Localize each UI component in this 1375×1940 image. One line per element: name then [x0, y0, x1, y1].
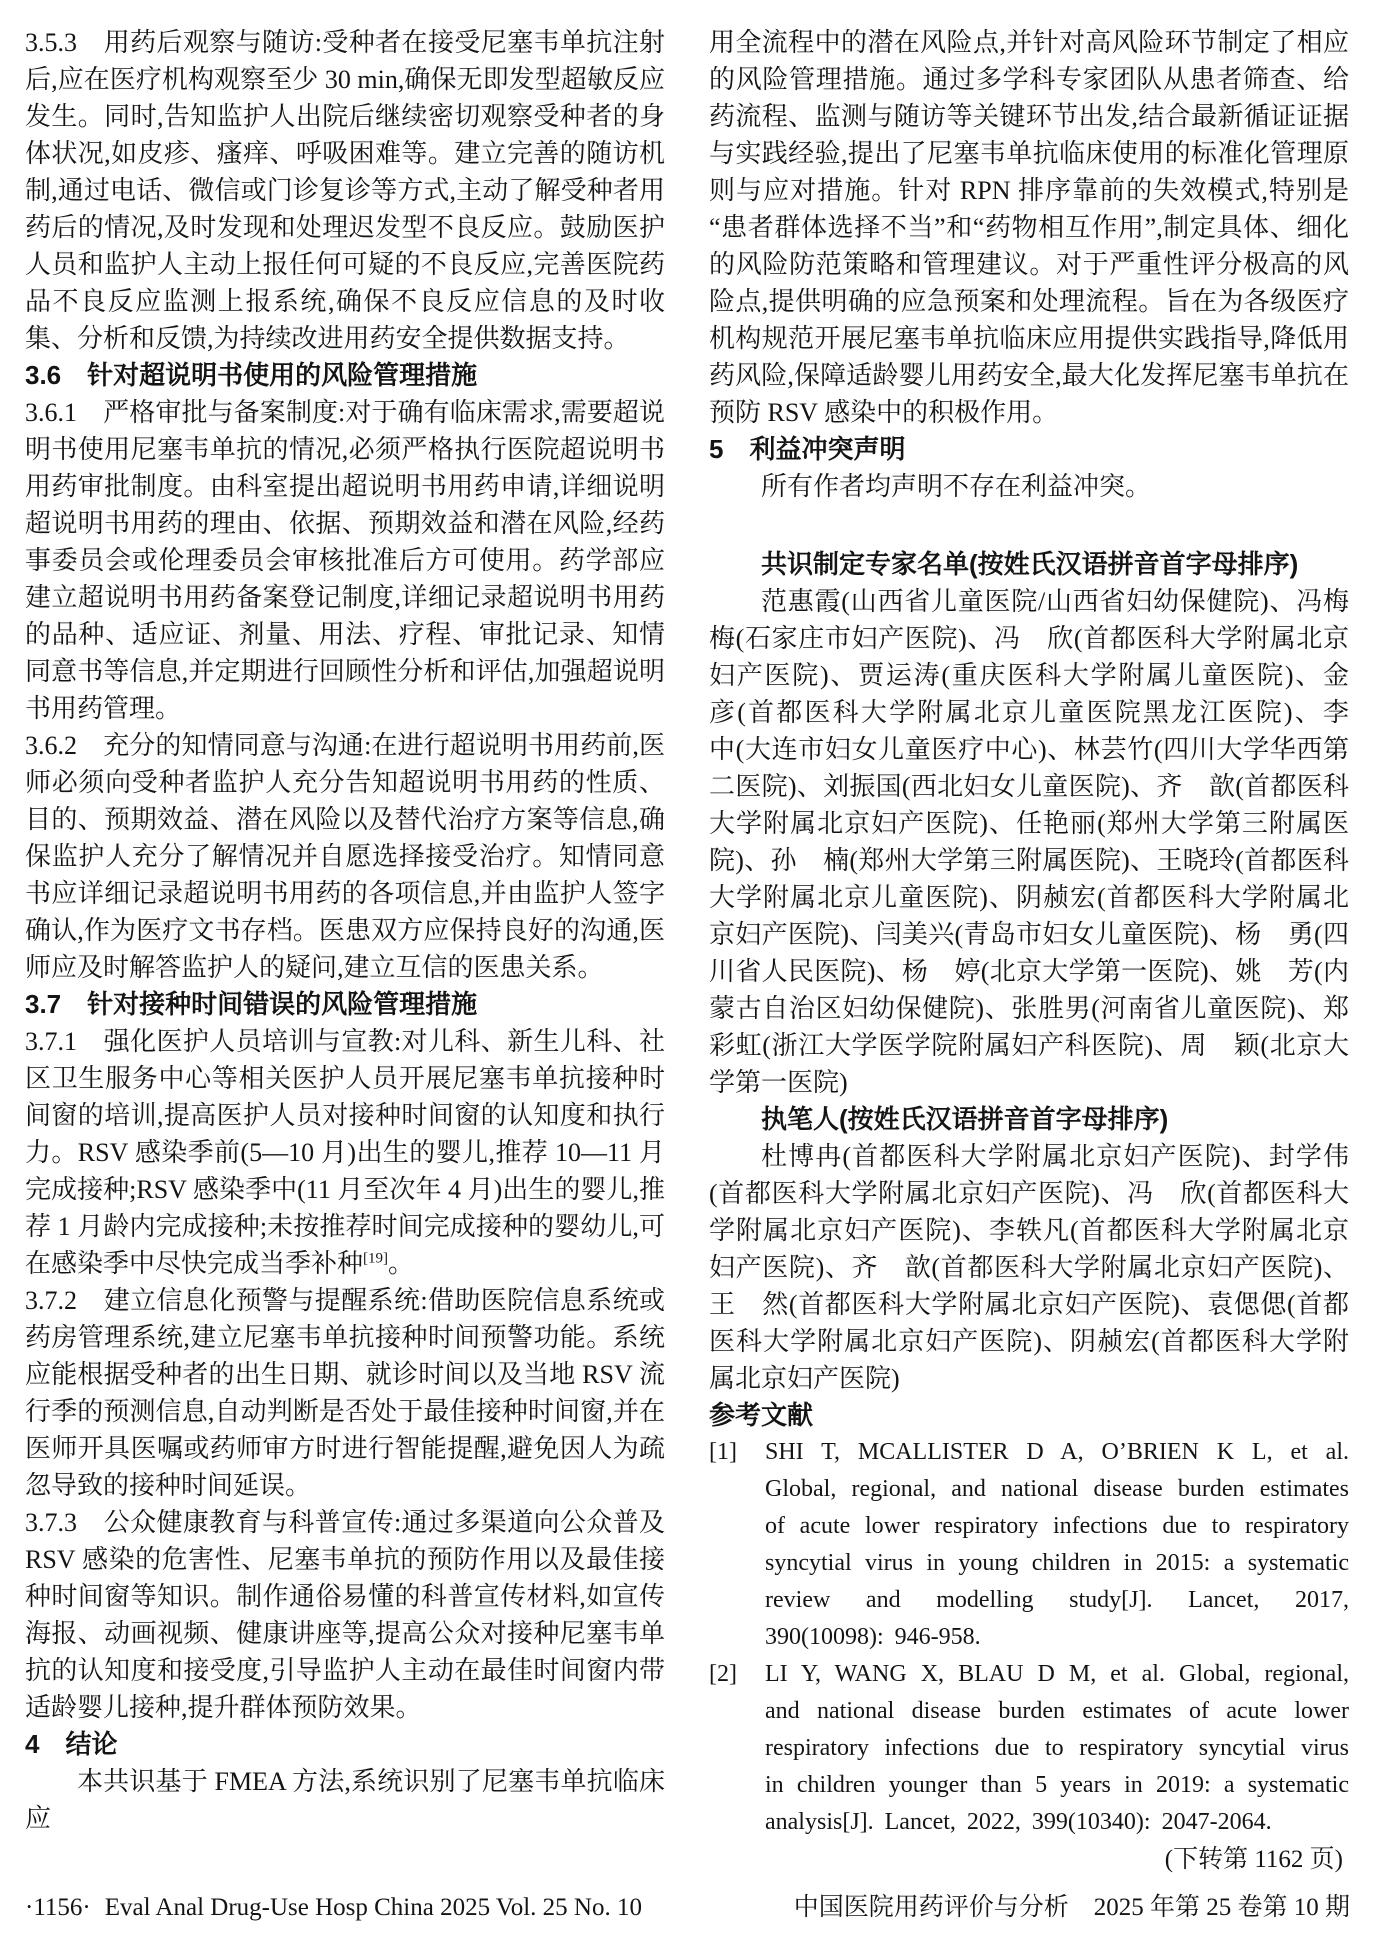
section-3-7-2-paragraph: 3.7.2 建立信息化预警与提醒系统:借助医院信息系统或药房管理系统,建立尼塞韦单抗接种时间预警功能。系统应能根据受种者的出生日期、就诊时间以及当地 RSV 流行季的预测信息,自动判断是否处于最佳接种时间窗,并在医师开具医嘱或药师审方时进行智能提醒,避免因人为疏忽导致的接种时间延误。	[25, 1286, 665, 1500]
continuation-note: (下转第 1162 页)	[1164, 1846, 1343, 1873]
left-column	[25, 24, 665, 1837]
section-3-6-heading: 3.6 针对超说明书使用的风险管理措施	[25, 360, 478, 390]
section-3-7-3-paragraph: 3.7.3 公众健康教育与科普宣传:通过多渠道向公众普及 RSV 感染的危害性、尼塞韦单抗的预防作用以及最佳接种时间窗等知识。制作通俗易懂的科普宣传材料,如宣传海报、动画视频、健康讲座等,提高公众对接种尼塞韦单抗的认知度和接受度,引导监护人主动在最佳时间窗内带适龄婴儿接种,提升群体预防效果。	[25, 1508, 665, 1722]
section-3-6-1-paragraph: 3.6.1 严格审批与备案制度:对于确有临床需求,需要超说明书使用尼塞韦单抗的情况,必须严格执行医院超说明书用药审批制度。由科室提出超说明书用药申请,详细说明超说明书用药的理由、依据、预期效益和潜在风险,经药事委员会或伦理委员会审核批准后方可使用。药学部应建立超说明书用药备案登记制度,详细记录超说明书用药的品种、适应证、剂量、用法、疗程、审批记录、知情同意书等信息,并定期进行回顾性分析和评估,加强超说明书用药管理。	[25, 398, 665, 723]
section-3-7-1-paragraph	[25, 1023, 665, 1282]
reference-label: [2]	[709, 1661, 737, 1687]
two-column-body	[25, 24, 1375, 1878]
reference-label: [1]	[709, 1439, 737, 1465]
page-footer	[25, 1892, 1350, 1924]
section-5-heading: 5 利益冲突声明	[709, 434, 906, 464]
expert-panel-list: 范惠霞(山西省儿童医院/山西省妇幼保健院)、冯梅梅(石家庄市妇产医院)、冯 欣(首都医科大学附属北京妇产医院)、贾运涛(重庆医科大学附属儿童医院)、金 彦(首都医科大学附属北京儿童医院黑龙江医院)、李 中(大连市妇女儿童医疗中心)、林芸竹(四川大学华西第二医院)、刘振国(西北妇女儿童医院)、齐 歆(首都医科大学附属北京妇产医院)、任艳丽(郑州大学第三附属医院)、孙 楠(郑州大学第三附属医院)、王晓玲(首都医科大学附属北京儿童医院)、阴赪宏(首都医科大学附属北京妇产医院)、闫美兴(青岛市妇女儿童医院)、杨 勇(四川省人民医院)、杨 婷(北京大学第一医院)、姚 芳(内蒙古自治区妇幼保健院)、张胜男(河南省儿童医院)、郑彩虹(浙江大学医学院附属妇产科医院)、周 颖(北京大学第一医院)	[709, 587, 1375, 1097]
references-heading: 参考文献	[709, 1400, 814, 1430]
reference-text: LI Y, WANG X, BLAU D M, et al. Global, regional, and national disease burden estimates of acute lower respiratory infections due to respiratory syncytial virus in children younger than 5 years in 2019: a systematic analysis[J]. Lancet, 2022, 399(10340): 2047-2064.	[765, 1661, 1349, 1835]
reference-list	[709, 1434, 1349, 1841]
paragraph-period: 。	[388, 1249, 415, 1278]
paragraph-text: 3.7.1 强化医护人员培训与宣教:对儿科、新生儿科、社区卫生服务中心等相关医护人员开展尼塞韦单抗接种时间窗的培训,提高医护人员对接种时间窗的认知度和执行力。RSV 感染季前(5—10 月)出生的婴儿,推荐 10—11 月完成接种;RSV 感染季中(11 月至次年 4 月)出生的婴儿,推荐 1 月龄内完成接种;未按推荐时间完成接种的婴幼儿,可在感染季中尽快完成当季补种	[25, 1027, 665, 1278]
conclusion-first-paragraph: 本共识基于 FMEA 方法,系统识别了尼塞韦单抗临床应	[25, 1767, 665, 1833]
conflict-of-interest-statement: 所有作者均声明不存在利益冲突。	[761, 472, 1152, 501]
section-4-heading: 4 结论	[25, 1729, 118, 1759]
page-number: ·1156·	[25, 1894, 91, 1921]
reference-item-2	[709, 1656, 1349, 1841]
section-3-5-3-paragraph: 3.5.3 用药后观察与随访:受种者在接受尼塞韦单抗注射后,应在医疗机构观察至少 30 min,确保无即发型超敏反应发生。同时,告知监护人出院后继续密切观察受种者的身体状况,如皮疹、瘙痒、呼吸困难等。建立完善的随访机制,通过电话、微信或门诊复诊等方式,主动了解受种者用药后的情况,及时发现和处理迟发型不良反应。鼓励医护人员和监护人主动上报任何可疑的不良反应,完善医院药品不良反应监测上报系统,确保不良反应信息的及时收集、分析和反馈,为持续改进用药安全提供数据支持。	[25, 28, 665, 353]
reference-text: SHI T, MCALLISTER D A, O’BRIEN K L, et al. Global, regional, and national disease burden estimates of acute lower respiratory infections due to respiratory syncytial virus in young children in 2015: a systematic review and modelling study[J]. Lancet, 2017, 390(10098): 946-958.	[765, 1439, 1349, 1650]
section-3-6-2-paragraph: 3.6.2 充分的知情同意与沟通:在进行超说明书用药前,医师必须向受种者监护人充分告知超说明书用药的性质、目的、预期效益、潜在风险以及替代治疗方案等信息,确保监护人充分了解情况并自愿选择接受治疗。知情同意书应详细记录超说明书用药的各项信息,并由监护人签字确认,作为医疗文书存档。医患双方应保持良好的沟通,医师应及时解答监护人的疑问,建立互信的医患关系。	[25, 731, 665, 982]
writers-list: 杜博冉(首都医科大学附属北京妇产医院)、封学伟(首都医科大学附属北京妇产医院)、冯 欣(首都医科大学附属北京妇产医院)、李轶凡(首都医科大学附属北京妇产医院)、齐 歆(首都医科大学附属北京妇产医院)、王 然(首都医科大学附属北京妇产医院)、袁偲偲(首都医科大学附属北京妇产医院)、阴赪宏(首都医科大学附属北京妇产医院)	[709, 1142, 1349, 1393]
reference-item-1	[709, 1434, 1349, 1656]
expert-panel-heading: 共识制定专家名单(按姓氏汉语拼音首字母排序)	[761, 549, 1299, 579]
citation-superscript-19: [19]	[363, 1250, 389, 1267]
journal-name-chinese: 中国医院用药评价与分析 2025 年第 25 卷第 10 期	[793, 1894, 1350, 1921]
footer-left	[25, 1892, 642, 1924]
writers-heading: 执笔人(按姓氏汉语拼音首字母排序)	[761, 1104, 1169, 1134]
section-3-7-heading: 3.7 针对接种时间错误的风险管理措施	[25, 989, 478, 1019]
right-column	[709, 24, 1375, 1878]
journal-name-english: Eval Anal Drug-Use Hosp China 2025 Vol. 25 No. 10	[104, 1894, 642, 1921]
conclusion-continuation-paragraph: 用全流程中的潜在风险点,并针对高风险环节制定了相应的风险管理措施。通过多学科专家团队从患者筛查、给药流程、监测与随访等关键环节出发,结合最新循证证据与实践经验,提出了尼塞韦单抗临床使用的标准化管理原则与应对措施。针对 RPN 排序靠前的失效模式,特别是“患者群体选择不当”和“药物相互作用”,制定具体、细化的风险防范策略和管理建议。对于严重性评分极高的风险点,提供明确的应急预案和处理流程。旨在为各级医疗机构规范开展尼塞韦单抗临床应用提供实践指导,降低用药风险,保障适龄婴儿用药安全,最大化发挥尼塞韦单抗在预防 RSV 感染中的积极作用。	[709, 28, 1349, 427]
